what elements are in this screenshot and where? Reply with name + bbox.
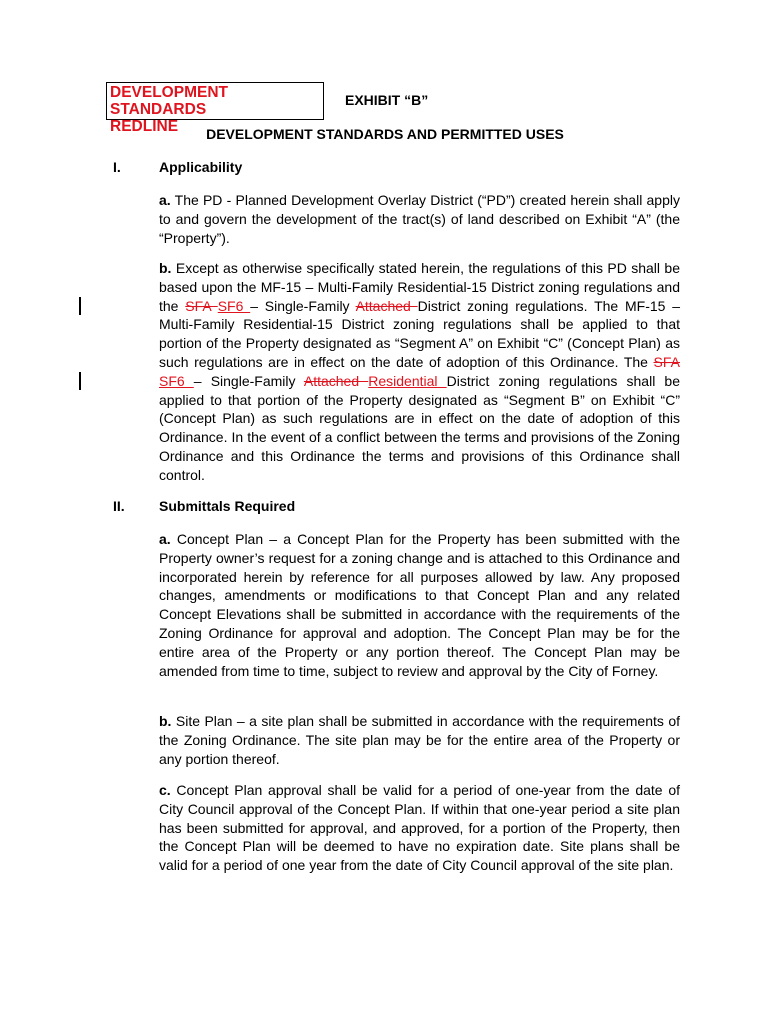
inserted-text: SF6 <box>217 297 251 314</box>
document-title: DEVELOPMENT STANDARDS AND PERMITTED USES <box>206 126 564 142</box>
paragraph-text: The PD - Planned Development Overlay District (“PD”) created herein shall apply to and govern the development of the tract(s) of land described on Exhibit “A” (the “Property”). <box>159 192 680 246</box>
exhibit-label: EXHIBIT “B” <box>345 92 429 108</box>
paragraph-text: – Single-Family <box>250 297 356 314</box>
deleted-text: Attached <box>355 297 418 314</box>
section-2-number: II. <box>113 498 125 514</box>
section-1-title: Applicability <box>159 159 243 175</box>
redline-stamp <box>106 82 324 135</box>
paragraph-1a <box>159 191 680 247</box>
section-2-title: Submittals Required <box>159 498 296 514</box>
paragraph-2b <box>159 712 680 768</box>
stamp-line-1: DEVELOPMENT STANDARDS <box>110 84 228 118</box>
deleted-text: SFA <box>185 297 218 314</box>
stamp-line-2: REDLINE <box>110 118 179 135</box>
paragraph-label: b. <box>159 260 172 276</box>
paragraph-text: – Single-Family <box>193 372 304 389</box>
paragraph-2a <box>159 530 680 680</box>
paragraph-text: Site Plan – a site plan shall be submitted in accordance with the requirements of the Zoning Ordinance. The site plan may be for the entire area of the Property or any portion thereof. <box>159 713 680 767</box>
paragraph-text: Concept Plan approval shall be valid for a period of one-year from the date of City Council approval of the Concept Plan. If within that one-year period a site plan has been submitted for approval, and approved, for a portion of the Property, then the Concept Plan will be deemed to have no expiration date. Site plans shall be valid for a period of one year from the date of City Council approval of the site plan. <box>159 782 681 874</box>
paragraph-text: District zoning regulations shall be applied to that portion of the Property designated as “Segment B” on Exhibit “C” (Concept Plan) as such regulations are in effect on the date of adoption of this Ordinance. In the event of a conflict between the terms and provisions of the Zoning Ordinance and this Ordinance the terms and provisions of this Ordinance shall control. <box>159 372 680 483</box>
paragraph-2c <box>159 781 680 875</box>
paragraph-label: a. <box>159 192 171 208</box>
paragraph-label: c. <box>159 782 171 798</box>
section-1-number: I. <box>113 159 121 175</box>
paragraph-text: District zoning regulations. The MF-15 – Multi-Family Residential-15 District zoning regulations shall be applied to that portion of the Property designated as “Segment A” on Exhibit “C” (Concept Plan) as such regulations are in effect on the date of adoption of this Ordinance. The <box>159 297 681 370</box>
deleted-text: SFA <box>653 353 680 370</box>
inserted-text: SF6 <box>159 372 194 389</box>
change-bar <box>79 297 81 315</box>
paragraph-1b <box>159 259 680 485</box>
change-bar <box>79 372 81 390</box>
deleted-text: Attached <box>303 372 369 389</box>
paragraph-text: Except as otherwise specifically stated herein, the regulations of this PD shall be based upon the MF-15 – Multi-Family Residential-15 District zoning regulations and the <box>159 260 680 314</box>
inserted-text: Residential <box>368 372 447 389</box>
paragraph-label: b. <box>159 713 172 729</box>
paragraph-label: a. <box>159 531 171 547</box>
paragraph-text: Concept Plan – a Concept Plan for the Property has been submitted with the Property owner’s request for a zoning change and is attached to this Ordinance and incorporated herein by reference for all purposes allowed by law. Any proposed changes, amendments or modifications to that Concept Plan and any related Concept Elevations shall be submitted in accordance with the requirements of the Zoning Ordinance for approval and adoption. The Concept Plan may be for the entire area of the Property or any portion thereof. The Concept Plan may be amended from time to time, subject to review and approval by the City of Forney. <box>159 531 680 679</box>
